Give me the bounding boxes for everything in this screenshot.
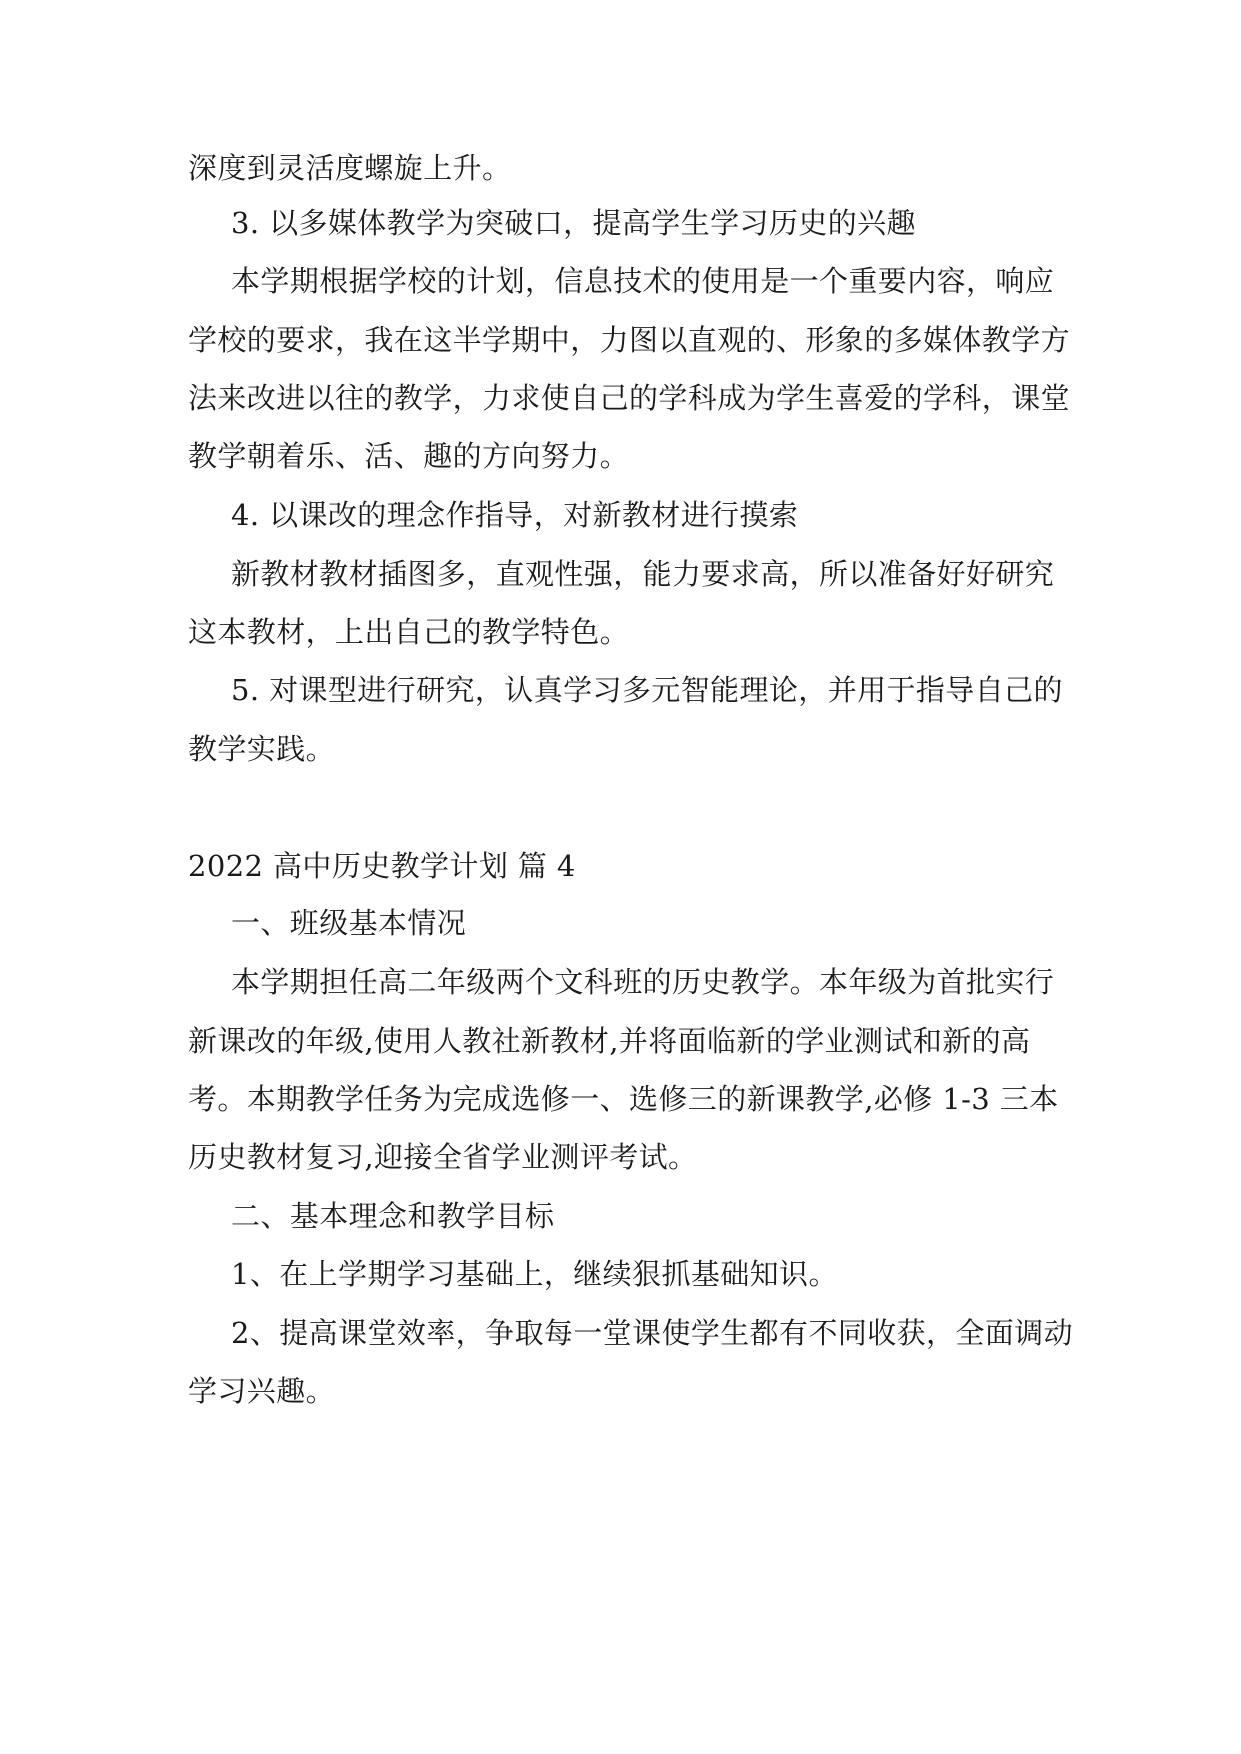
list-item: 1、在上学期学习基础上，继续狠抓基础知识。 [231, 1257, 838, 1291]
section-heading: 4. 以课改的理念作指导，对新教材进行摸索 [231, 498, 799, 532]
paragraph-line: 学校的要求，我在这半学期中，力图以直观的、形象的多媒体教学方 [188, 323, 1071, 357]
section-heading: 二、基本理念和教学目标 [231, 1199, 555, 1233]
section-heading: 5. 对课型进行研究，认真学习多元智能理论，并用于指导自己的 [231, 673, 1063, 707]
list-item-continuation: 学习兴趣。 [188, 1374, 336, 1408]
paragraph-line: 教学实践。 [188, 732, 336, 766]
section-heading: 3. 以多媒体教学为突破口，提高学生学习历史的兴趣 [231, 206, 916, 240]
list-item: 2、提高课堂效率，争取每一堂课使学生都有不同收获，全面调动 [231, 1316, 1074, 1350]
paragraph-line: 这本教材，上出自己的教学特色。 [188, 615, 630, 649]
paragraph-line: 深度到灵活度螺旋上升。 [188, 151, 512, 185]
paragraph-line: 本学期担任高二年级两个文科班的历史教学。本年级为首批实行 [231, 965, 1055, 999]
section-heading: 一、班级基本情况 [231, 906, 467, 940]
paragraph-line: 考。本期教学任务为完成选修一、选修三的新课教学,必修 1-3 三本 [188, 1082, 1059, 1116]
paragraph-line: 新教材教材插图多，直观性强，能力要求高，所以准备好好研究 [231, 557, 1055, 591]
paragraph-line: 法来改进以往的教学，力求使自己的学科成为学生喜爱的学科，课堂 [188, 381, 1071, 415]
document-title: 2022 高中历史教学计划 篇 4 [188, 849, 576, 883]
paragraph-line: 教学朝着乐、活、趣的方向努力。 [188, 439, 630, 473]
paragraph-line: 本学期根据学校的计划，信息技术的使用是一个重要内容，响应 [231, 264, 1055, 298]
paragraph-line: 历史教材复习,迎接全省学业测评考试。 [188, 1140, 698, 1174]
paragraph-line: 新课改的年级,使用人教社新教材,并将面临新的学业测试和新的高 [188, 1024, 1031, 1058]
